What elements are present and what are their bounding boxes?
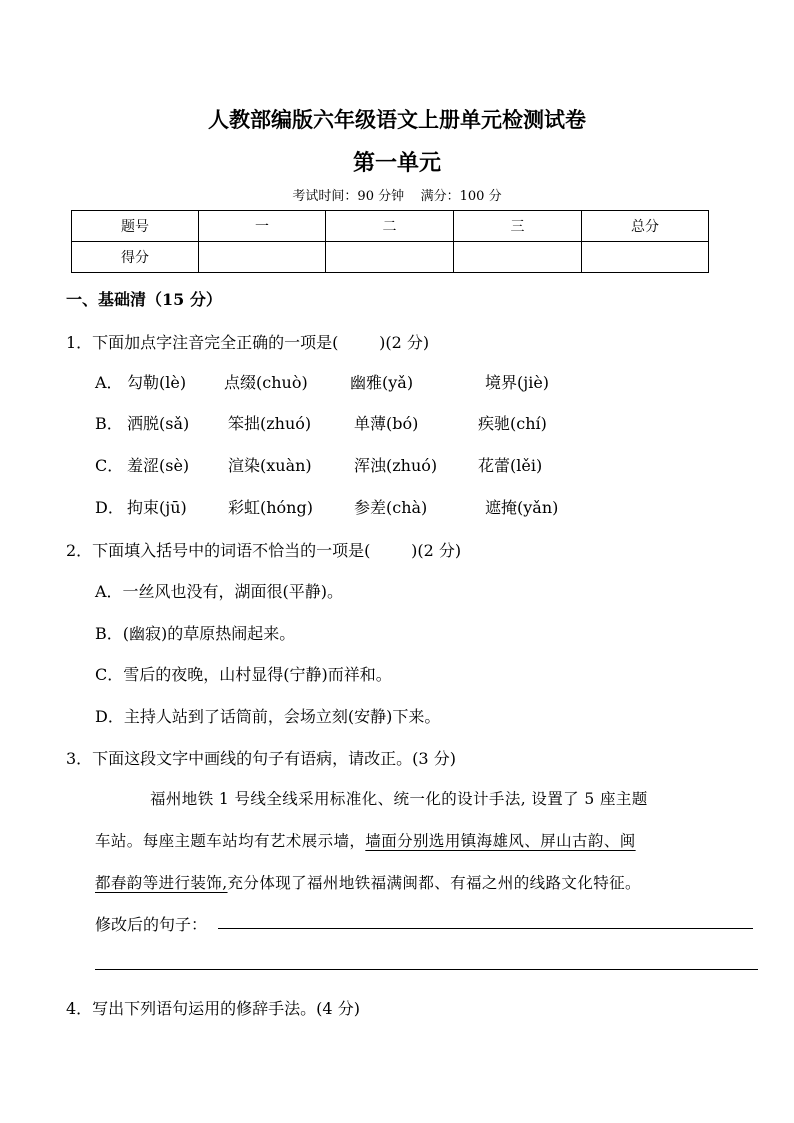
q2-option-d: D．主持人站到了话筒前，会场立刻(安静)下来。 [95,707,441,726]
option-word: 渲染(xuàn) [228,456,312,475]
score-table-header-row [72,211,709,242]
q3-passage-line-2 [95,829,636,851]
q1-option-d [95,495,558,518]
score-header-cell: 一 [199,211,326,242]
q2-option-b: B．(幽寂)的草原热闹起来。 [95,624,296,643]
option-word: 疾驰(chí) [478,414,547,433]
q1-stem: 1．下面加点字注音完全正确的一项是( )(2 分) [66,333,430,352]
q1-option-a [95,370,549,393]
option-word: 笨拙(zhuó) [228,414,312,433]
option-word: 洒脱(sǎ) [127,414,190,433]
score-cell-1[interactable] [199,242,326,273]
q1-option-c [95,453,542,476]
score-cell-total[interactable] [582,242,709,273]
score-table-score-row [72,242,709,273]
option-word: 勾勒(lè) [127,373,187,392]
q1-option-b [95,411,547,434]
option-word: 拘束(jū) [127,498,187,517]
option-word: 羞涩(sè) [127,456,190,475]
q3-passage-text: 车站。每座主题车站均有艺术展示墙， [95,832,366,850]
exam-title: 人教部编版六年级语文上册单元检测试卷 [208,107,586,132]
option-word: 遮掩(yǎn) [485,498,559,517]
q2-option-a: A．一丝风也没有，湖面很(平静)。 [95,582,344,601]
q3-underlined-sentence: 墙面分别选用镇海雄风、屏山古韵、闽 [365,832,636,850]
score-header-cell: 题号 [72,211,199,242]
option-word: 浑浊(zhuó) [354,456,438,475]
q2-stem: 2．下面填入括号中的词语不恰当的一项是( )(2 分) [66,541,462,560]
option-word: 参差(chà) [354,498,428,517]
q3-underlined-sentence: 都春韵等进行装饰, [95,874,228,892]
score-cell-3[interactable] [454,242,582,273]
section-1-title: 一、基础清（15 分） [66,290,222,309]
score-cell-2[interactable] [326,242,454,273]
q3-answer-line-1[interactable] [218,928,753,929]
option-word: 境界(jiè) [485,373,550,392]
q3-passage-line-1: 福州地铁 1 号线全线采用标准化、统一化的设计手法, 设置了 5 座主题 [150,790,648,808]
option-letter: B． [95,414,123,433]
unit-title: 第一单元 [352,150,441,176]
score-header-cell: 二 [326,211,454,242]
option-letter: D． [95,498,124,517]
score-header-cell: 三 [454,211,582,242]
q3-answer-line-2[interactable] [95,969,758,970]
q3-passage-line-3 [95,871,641,893]
q4-stem: 4．写出下列语句运用的修辞手法。(4 分) [66,999,360,1018]
q3-answer-label: 修改后的句子： [95,915,208,934]
option-word: 单薄(bó) [354,414,419,433]
option-word: 点缀(chuò) [224,373,308,392]
q3-passage-text: 充分体现了福州地铁福满闽都、有福之州的线路文化特征。 [227,874,641,892]
exam-meta: 考试时间：90 分钟 满分：100 分 [292,189,502,204]
option-word: 幽雅(yǎ) [350,373,414,392]
q2-option-c: C．雪后的夜晚，山村显得(宁静)而祥和。 [95,665,392,684]
option-word: 彩虹(hóng) [228,498,313,517]
score-row-label: 得分 [72,242,199,273]
option-letter: C． [95,456,124,475]
score-table [71,210,709,273]
score-header-cell: 总分 [582,211,709,242]
option-word: 花蕾(lěi) [478,456,543,475]
q3-stem: 3．下面这段文字中画线的句子有语病，请改正。(3 分) [66,749,456,768]
option-letter: A． [95,373,123,392]
